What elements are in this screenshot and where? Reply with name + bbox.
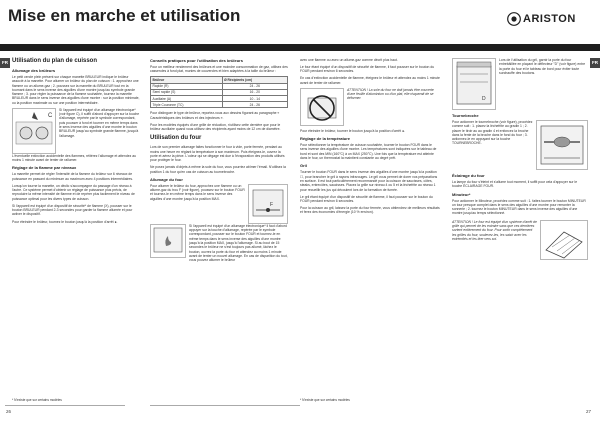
oven-rack-figure-icon: [540, 220, 588, 260]
subheading-rotisserie: Tournebroche: [452, 113, 479, 118]
table-header: Brûleur: [151, 77, 223, 83]
subheading-oven-light: Éclairage du four: [452, 173, 485, 178]
subheading-oven-ignition: Allumage du four: [150, 176, 183, 182]
column-rule: [150, 405, 300, 406]
paragraph: La manette permet de régler l'intensité de la flamme du brûleur sur 6 niveaux de puissance en passant du minimum au maximum avec 4 positions intermédiaires.: [12, 172, 133, 181]
paragraph: Pour actionner le tournebroche (voir figure), procédez comme suit : 1. placez la lèchefrite au gradin 1 ; 2. placer le tiroir au au gradin 4 et enfoncez la broche dans la fente de la broche dans le fond du four ; 3. actionnez-le en appuyant sur la touche TOURNEBROCHE.: [452, 120, 533, 146]
footnote: * N'existe que sur certains modèles: [300, 398, 350, 402]
paragraph: Pour un meilleur rendement des brûleurs et une moindre consommation de gaz, utilisez des casseroles à fond plat, munies de couvercles et bien adaptées à la taille du brûleur :: [150, 65, 288, 74]
page-title: Mise en marche et utilisation: [8, 6, 241, 25]
table-cell: 24 - 26: [222, 102, 287, 108]
column-hob-usage: [12, 58, 140, 227]
paragraph: Pour allumer le brûleur du four, approchez une flamme ou un allume-gaz du trou F (voir figure), poussez sur le bouton FOUR et tournez-le en même temps dans le sens inverse des aiguilles d'une montre jusqu'à la position MAX.: [150, 183, 245, 201]
paragraph: L'éventuelle extinction accidentelle des flammes, réitérez l'allumage et attendez au moins 1 minute avant de tenter de rallumer.: [12, 153, 136, 163]
table-cell: Triple Couronne (TC): [151, 102, 223, 108]
paragraph: Ne posez jamais d'objets à même la sole du four, vous pourriez abîmer l'émail. N'utilisez la position 1 du four qu'en cas de cuisson au tournebroche.: [150, 165, 286, 174]
grill-deflector-figure-icon: [452, 58, 496, 110]
paragraph: Pour distinguer le type de brûleur, reportez-vous aux dessins figurant au paragraphe « Caractéristiques des brûleurs et des injecteurs ».: [150, 111, 280, 120]
brand-name: ARISTON: [523, 13, 576, 25]
paragraph: Lors de l'utilisation du gril, garnir la porte du four entrebâillée en plaçant le déflecteur "D" (voir figure) entre la porte du four et le tableau de bord pour éviter toute surchauffe des boutons.: [499, 58, 586, 75]
subheading-grill: Gril: [300, 163, 307, 169]
subheading-timer: Minuteur*: [452, 191, 471, 197]
svg-text:C: C: [48, 112, 53, 119]
ariston-logo: [507, 12, 591, 28]
subheading-burner-tips: Conseils pratiques pour l'utilisation des brûleurs: [150, 58, 243, 63]
paragraph: Pour éteindre le brûleur, tourner le bouton jusqu'à la position d'arrêt ●.: [300, 128, 405, 133]
table-cell: Semi rapide (S): [151, 89, 223, 95]
paragraph: avec une flamme ou avec un allume-gaz comme décrit plus haut.: [300, 58, 398, 62]
table-header: Ø Récipients (cm): [222, 77, 287, 83]
section-heading-oven: Utilisation du four: [150, 135, 202, 142]
table-cell: 16 - 20: [222, 89, 287, 95]
paragraph: Pour la cuisson au gril, laissez la porte du four fermée, vous obtiendrez de meilleurs résultats et ferez des économies d'énergie (10 % environ).: [300, 206, 440, 215]
language-tab-left: FR: [0, 58, 10, 68]
paragraph: En cas d'extinction accidentelle de flamme, éteignez le brûleur et attendez au moins 1 minute avant de tenter de rallumer.: [300, 76, 440, 85]
header-rule: [0, 44, 600, 51]
oven-flame-figure-icon: [150, 224, 186, 258]
paragraph: Si l'appareil est équipé d'un allumage électronique* (voir figure C), il suffit d'abord d'appuyer sur la touche d'allumage, repérée par le symbole correspondant, puis pousser à fond et tourner en même temps dans le sens inverse des aiguilles d'une montre le bouton BRULEUR jusqu'au symbole grande flamme, jusqu'à l'allumage.: [59, 107, 140, 138]
subheading-ignition: Allumage des brûleurs: [12, 68, 56, 73]
paragraph: Si l'appareil est équipé d'un dispositif de sécurité* de flamme (X), pousser sur le bouton BRULEUR pendant 2-3 secondes pour garder la flamme allumée et pour activer le dispositif.: [12, 203, 133, 217]
footnote-rule: [5, 405, 125, 406]
warning-text: ATTENTION ! La sole du four ne doit jamais être couverte d'une feuille d'aluminium ou d'un plat, elle risquerait de se déformer.: [347, 87, 434, 101]
no-aluminium-foil-warning-icon: [300, 88, 344, 126]
table-row: [151, 102, 288, 108]
rotisserie-figure-icon: [536, 120, 588, 170]
page-number-left: 26: [6, 409, 12, 414]
table-cell: 10 - 14: [222, 95, 287, 101]
paragraph: La lampe du four s'éteint et s'allume tout moment, il suffit pour cela d'appuyer sur le touche ÉCLAIRAGE FOUR.: [452, 180, 578, 189]
column-rotisserie-light-timer: [452, 58, 588, 260]
column-oven-temperature-grill: [300, 58, 440, 217]
table-cell: 24 - 26: [222, 83, 287, 89]
svg-text:F: F: [270, 201, 274, 208]
paragraph: Pour actionner le Minuteur, procédez comme suit : 1. faites tourner le bouton MINUTEUR un tour presque complet dans le sens des aiguilles d'une montre pour remonter la sonnerie ; 2. tournez le bouton MINUTEUR dans le sens inverse des aiguilles d'une montre jusqu'au temps sélectionné.: [452, 198, 586, 216]
column-burner-tips-oven: [150, 58, 288, 265]
ariston-emblem-icon: [507, 12, 521, 26]
knob-ignition-figure-icon: [12, 108, 56, 154]
svg-text:D: D: [482, 96, 486, 102]
paragraph: Lorsqu'on tourne la manette, un déclic s'accompagne du passage d'un niveau à l'autre. Ce système permet d'obtenir un réglage de puissance plus précis, de reproduire la même intensité de flamme et de repérer plus facilement le niveau de puissance optimal pour les divers types de cuisson.: [12, 183, 135, 201]
burner-table: [150, 76, 288, 108]
subheading-flame-levels: Réglage de la flamme par niveaux: [12, 165, 77, 171]
section-heading-hob: Utilisation du plan de cuisson: [12, 58, 98, 64]
language-tab-right: FR: [590, 58, 600, 68]
paragraph: Le gril étant équipé d'un dispositif de sécurité de flamme, il faut pousser sur le bouton du FOUR pendant environ 6 secondes.: [300, 194, 433, 203]
page-number-right: 27: [586, 409, 592, 414]
paragraph: Pour sélectionner la température de cuisson souhaitée, tourner le bouton FOUR dans le sens inverse des aiguilles d'une montre. Les températures sont indiquées sur le tableau de bord et sont des MIN (160°C) à un MAX (250°C). Une fois que la température est atteinte dans le four, un thermostat la maintient constante au degré prêt.: [300, 143, 437, 161]
paragraph: Tourner le bouton FOUR dans le sens inverse des aiguilles d'une montre jusqu'à la position ☐, pour brancher le gril à rayons infrarouges. Le gril vous permet de dorer vos préparations en surface. Il est tout particulièrement recommandé pour la cuisson de saucisses, côtes, steaks, entrecôtes, saucisses. Placez la grille sur niveau 4 ou 5 et la lèchefrite au niveau 1 pour recueillir les jus qui découlent lors de la formation de fumée.: [300, 170, 438, 192]
paragraph: Pour les modèles équipés d'une grille de réduction, n'utilisez cette dernière que pour le brûleur auxiliaire quand vous utilisez des récipients ayant moins de 12 cm de diamètre.: [150, 122, 281, 132]
paragraph: Le petit cercle plein présent sur chaque manette BRULEUR indique le brûleur associé à la manette. Pour allumer un brûleur du plan de cuisson : 1. approchez une flamme ou un allume-gaz ; 2. poussez sur la manette du BRULEUR tout en la tournant dans le sens inverse des aiguilles d'une montre jusqu'au symbole grande flamme ; 3. pour régler la puissance de la flamme souhaitée, tournez la manette BRULEUR dans le sens inverse des aiguilles d'une montre : sur la position minimale, ou la position maximale ou sur une position intermédiaire.: [12, 75, 140, 105]
paragraph: Pour éteindre le brûleur, tournez le bouton jusqu'à la position d'arrêt ●.: [12, 219, 118, 224]
oven-burner-figure-icon: [248, 184, 288, 224]
footnote: * N'existe que sur certains modèles: [12, 398, 62, 402]
table-cell: Auxiliaire (A): [151, 95, 223, 101]
subheading-temperature: Réglage de la température: [300, 136, 351, 142]
warning-text: ATTENTION ! Le four est équipé d'un système d'arrêt de grille qui permet de les extraire sans que ces dernières sortent entièrement du four. Pour sortir complètement les grilles du four, soulevez-les, les saisir avec les extrémités et les tirer vers soi.: [452, 219, 537, 241]
paragraph: Si l'appareil est équipé d'un allumage électronique* il faut d'abord appuyer sur la touche d'allumage, repérée par le symbole correspondant, pousser sur le bouton FOUR et tournez-le en même temps dans le sens inverse des aiguilles d'une montre jusqu'à la position MAX, jusqu'à l'allumage. Si au bout de 15 secondes le brûleur ne s'est toujours pas allumé, lâchez le bouton, ouvrez la porte du four et attendez au moins 1 minute avant de tenter un nouvel allumage. En cas de disparition du tout, vous pouvez allumer le brûleur: [189, 223, 288, 263]
paragraph: Le four étant équipé d'un dispositif de sécurité de flamme, il faut pousser sur le bouton du FOUR pendant environ 6 secondes.: [300, 65, 435, 74]
table-cell: Rapide (R): [151, 83, 223, 89]
paragraph: Lors de son premier allumage faites fonctionner le four à vide, porte fermée, pendant au moins une heure en réglant la température à son maximum. Puis éteignez-le, ouvrez la porte et aérez la pièce. L'odeur qui se dégage est due à l'évaporation des produits utilisés pour protéger le four.: [150, 145, 285, 163]
